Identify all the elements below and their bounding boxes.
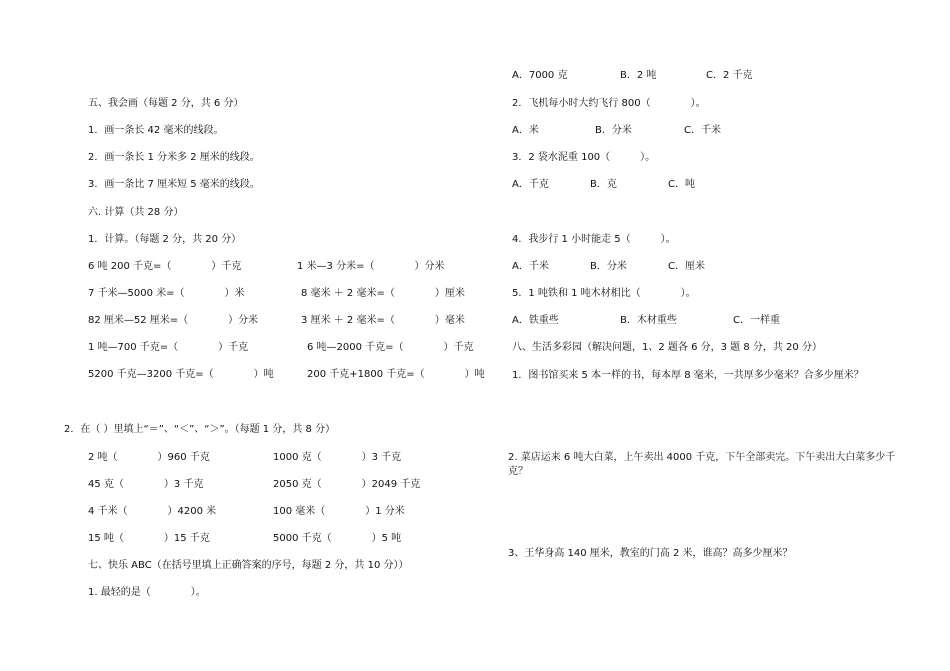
section-7-title: 七、快乐 ABC（在括号里填上正确答案的序号，每题 2 分，共 10 分）） — [88, 560, 409, 571]
section-8-title: 八、生活多彩园（解决问题，1、2 题各 6 分，3 题 8 分，共 20 分） — [512, 342, 822, 353]
option-a: A．米 — [512, 125, 539, 136]
calc-item: 3 厘米 ＋ 2 毫米=（ ）毫米 — [301, 315, 465, 326]
compare-subtitle: 2．在（ ）里填上“＝”、“＜”、“＞”。（每题 1 分，共 8 分） — [64, 424, 336, 435]
calc-item: 8 毫米 ＋ 2 毫米=（ ）厘米 — [301, 288, 465, 299]
section-6-title: 六. 计算（共 28 分） — [88, 207, 184, 218]
option-b: B．克 — [590, 179, 617, 190]
calc-item: 82 厘米—52 厘米=（ ）分米 — [88, 315, 259, 326]
calc-item: 6 吨 200 千克=（ ）千克 — [88, 261, 242, 272]
question-5: 5．1 吨铁和 1 吨木材相比（ ）。 — [512, 288, 696, 299]
calc-subtitle: 1．计算。（每题 2 分，共 20 分） — [88, 234, 242, 245]
option-c: C．千米 — [684, 125, 721, 136]
option-b: B．分米 — [590, 261, 627, 272]
compare-item: 15 吨（ ）15 千克 — [88, 533, 210, 544]
question-3: 3．2 袋水泥重 100（ ）。 — [512, 152, 656, 163]
section-7-question-1: 1. 最轻的是（ ）。 — [88, 587, 206, 598]
section-5-question-3: 3．画一条比 7 厘米短 5 毫米的线段。 — [88, 179, 260, 190]
option-a: A．千克 — [512, 179, 549, 190]
calc-item: 200 千克+1800 千克=（ ）吨 — [307, 369, 485, 380]
calc-item: 5200 千克—3200 千克=（ ）吨 — [88, 369, 274, 380]
option-c: C．2 千克 — [706, 70, 753, 81]
compare-item: 2050 克（ ）2049 千克 — [273, 479, 421, 490]
compare-item: 45 克（ ）3 千克 — [88, 479, 204, 490]
section-5-question-1: 1．画一条长 42 毫米的线段。 — [88, 125, 224, 136]
compare-item: 1000 克（ ）3 千克 — [273, 452, 402, 463]
option-b: B．分米 — [595, 125, 632, 136]
question-4: 4．我步行 1 小时能走 5（ ）。 — [512, 234, 676, 245]
calc-item: 6 吨—2000 千克=（ ）千克 — [307, 342, 474, 353]
option-c: C．吨 — [668, 179, 695, 190]
section-5-title: 五、我会画（每题 2 分，共 6 分） — [88, 98, 244, 109]
option-a: A．铁重些 — [512, 315, 559, 326]
problem-3: 3、王华身高 140 厘米，教室的门高 2 米，谁高？高多少厘米？ — [508, 548, 793, 559]
problem-1: 1．图书馆买来 5 本一样的书，每本厚 8 毫米，一共厚多少毫米？合多少厘米？ — [512, 370, 864, 381]
question-2: 2．飞机每小时大约飞行 800（ ）。 — [512, 98, 706, 109]
calc-item: 7 千米—5000 米=（ ）米 — [88, 288, 245, 299]
option-b: B．木材重些 — [620, 315, 677, 326]
compare-item: 2 吨（ ）960 千克 — [88, 452, 210, 463]
option-a: A．7000 克 — [512, 70, 568, 81]
calc-item: 1 米—3 分米=（ ）分米 — [297, 261, 445, 272]
option-a: A．千米 — [512, 261, 549, 272]
section-5-question-2: 2．画一条长 1 分米多 2 厘米的线段。 — [88, 152, 260, 163]
calc-item: 1 吨—700 千克=（ ）千克 — [88, 342, 249, 353]
compare-item: 5000 千克（ ）5 吨 — [273, 533, 402, 544]
problem-2: 2. 菜店运来 6 吨大白菜，上午卖出 4000 千克，下午全部卖完。下午卖出大白菜多少千克？ — [508, 452, 896, 477]
option-c: C．一样重 — [733, 315, 780, 326]
option-b: B．2 吨 — [620, 70, 657, 81]
option-c: C．厘米 — [668, 261, 705, 272]
compare-item: 100 毫米（ ）1 分米 — [273, 506, 405, 517]
compare-item: 4 千米（ ）4200 米 — [88, 506, 217, 517]
